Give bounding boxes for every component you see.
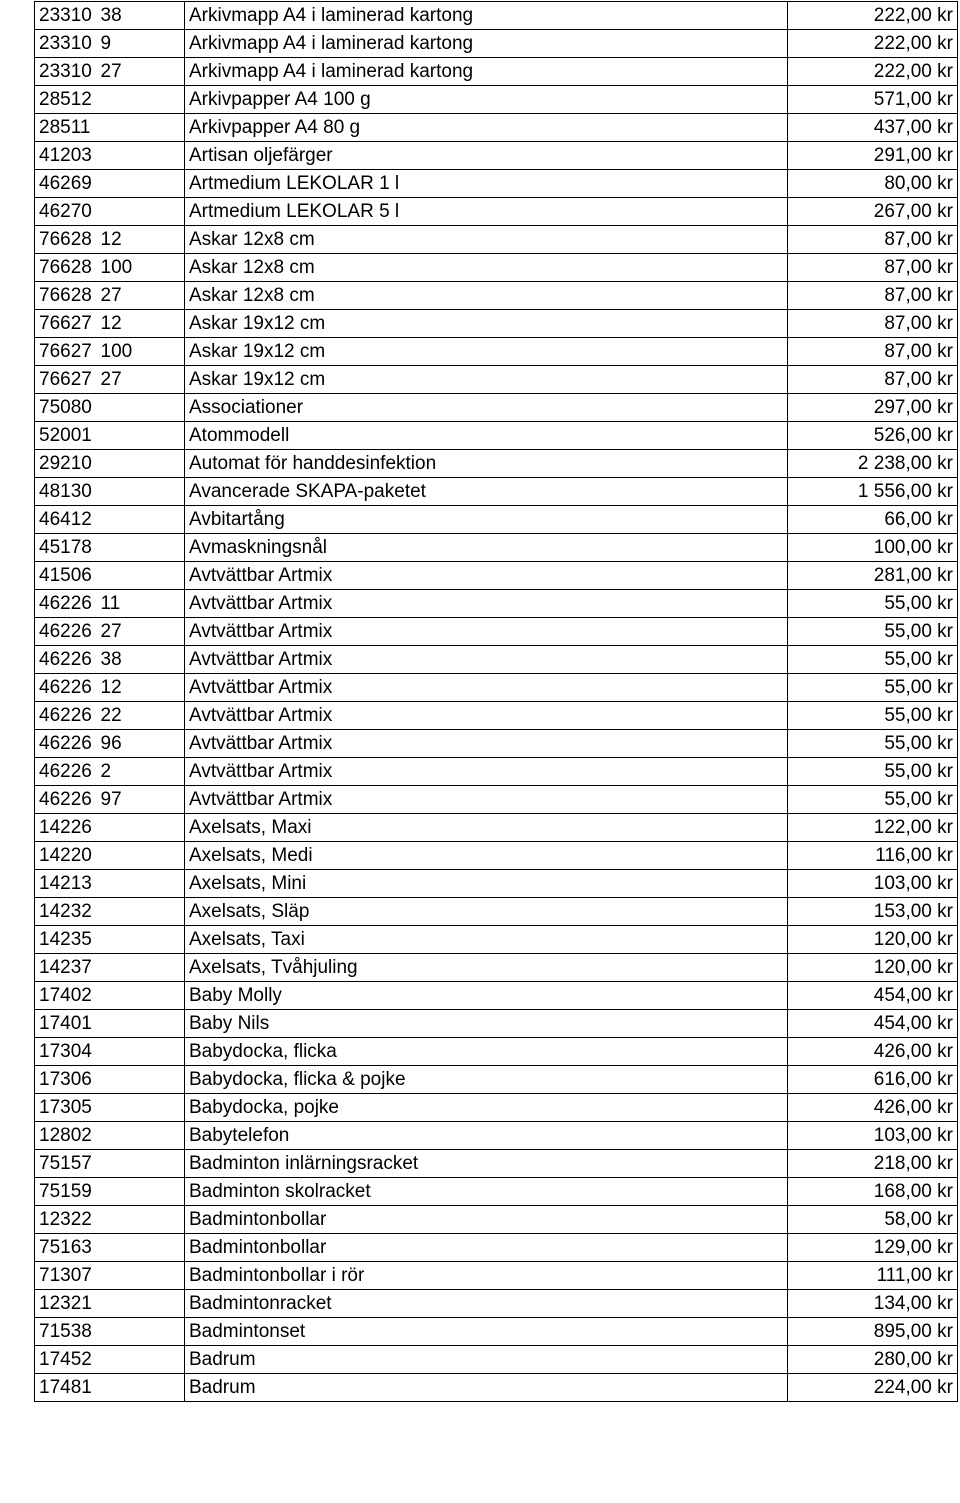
- variant-code-cell: [97, 1346, 185, 1374]
- article-number-cell: 23310: [35, 58, 97, 86]
- article-number-cell: 14213: [35, 870, 97, 898]
- price-cell: 103,00 kr: [788, 1122, 958, 1150]
- variant-code-cell: 27: [97, 618, 185, 646]
- variant-code-cell: [97, 982, 185, 1010]
- product-name-cell: Automat för handdesinfektion: [185, 450, 788, 478]
- product-name-cell: Axelsats, Medi: [185, 842, 788, 870]
- variant-code-cell: [97, 534, 185, 562]
- variant-code-cell: [97, 1206, 185, 1234]
- table-row: [35, 1262, 958, 1290]
- article-number-cell: 76627: [35, 366, 97, 394]
- table-row: [35, 1234, 958, 1262]
- product-name-cell: Avtvättbar Artmix: [185, 562, 788, 590]
- product-name-cell: Artmedium LEKOLAR 5 l: [185, 198, 788, 226]
- product-name-cell: Avtvättbar Artmix: [185, 590, 788, 618]
- table-row: [35, 1010, 958, 1038]
- price-cell: 87,00 kr: [788, 338, 958, 366]
- price-cell: 116,00 kr: [788, 842, 958, 870]
- table-row: [35, 954, 958, 982]
- article-number-cell: 17452: [35, 1346, 97, 1374]
- product-name-cell: Badminton skolracket: [185, 1178, 788, 1206]
- price-cell: 55,00 kr: [788, 786, 958, 814]
- table-row: [35, 310, 958, 338]
- product-name-cell: Badmintonbollar: [185, 1234, 788, 1262]
- price-cell: 526,00 kr: [788, 422, 958, 450]
- price-cell: 100,00 kr: [788, 534, 958, 562]
- variant-code-cell: [97, 394, 185, 422]
- variant-code-cell: [97, 198, 185, 226]
- price-cell: 267,00 kr: [788, 198, 958, 226]
- article-number-cell: 17306: [35, 1066, 97, 1094]
- variant-code-cell: 12: [97, 226, 185, 254]
- product-name-cell: Askar 19x12 cm: [185, 310, 788, 338]
- article-number-cell: 75157: [35, 1150, 97, 1178]
- price-cell: 454,00 kr: [788, 982, 958, 1010]
- product-name-cell: Baby Nils: [185, 1010, 788, 1038]
- price-cell: 80,00 kr: [788, 170, 958, 198]
- article-number-cell: 46226: [35, 702, 97, 730]
- table-row: [35, 254, 958, 282]
- article-number-cell: 14226: [35, 814, 97, 842]
- table-row: [35, 2, 958, 30]
- variant-code-cell: 12: [97, 310, 185, 338]
- article-number-cell: 46226: [35, 590, 97, 618]
- product-name-cell: Badmintonbollar: [185, 1206, 788, 1234]
- variant-code-cell: [97, 1150, 185, 1178]
- product-name-cell: Atommodell: [185, 422, 788, 450]
- price-cell: 87,00 kr: [788, 366, 958, 394]
- variant-code-cell: [97, 842, 185, 870]
- price-cell: 437,00 kr: [788, 114, 958, 142]
- product-name-cell: Axelsats, Maxi: [185, 814, 788, 842]
- variant-code-cell: [97, 422, 185, 450]
- product-name-cell: Babydocka, pojke: [185, 1094, 788, 1122]
- table-row: [35, 1346, 958, 1374]
- table-row: [35, 1122, 958, 1150]
- variant-code-cell: [97, 170, 185, 198]
- article-number-cell: 46226: [35, 730, 97, 758]
- variant-code-cell: 27: [97, 58, 185, 86]
- table-row: [35, 1094, 958, 1122]
- product-name-cell: Avtvättbar Artmix: [185, 786, 788, 814]
- product-name-cell: Badmintonracket: [185, 1290, 788, 1318]
- article-number-cell: 41203: [35, 142, 97, 170]
- variant-code-cell: 27: [97, 282, 185, 310]
- variant-code-cell: [97, 1122, 185, 1150]
- price-cell: 55,00 kr: [788, 702, 958, 730]
- price-cell: 55,00 kr: [788, 590, 958, 618]
- table-row: [35, 534, 958, 562]
- article-number-cell: 14237: [35, 954, 97, 982]
- product-name-cell: Arkivmapp A4 i laminerad kartong: [185, 58, 788, 86]
- table-row: [35, 674, 958, 702]
- table-row: [35, 114, 958, 142]
- price-cell: 222,00 kr: [788, 30, 958, 58]
- price-cell: 55,00 kr: [788, 758, 958, 786]
- price-cell: 426,00 kr: [788, 1038, 958, 1066]
- article-number-cell: 23310: [35, 30, 97, 58]
- table-row: [35, 1178, 958, 1206]
- product-name-cell: Arkivpapper A4 80 g: [185, 114, 788, 142]
- product-name-cell: Arkivpapper A4 100 g: [185, 86, 788, 114]
- table-row: [35, 394, 958, 422]
- price-cell: 280,00 kr: [788, 1346, 958, 1374]
- price-cell: 129,00 kr: [788, 1234, 958, 1262]
- product-name-cell: Babydocka, flicka & pojke: [185, 1066, 788, 1094]
- table-row: [35, 814, 958, 842]
- variant-code-cell: [97, 814, 185, 842]
- product-name-cell: Avmaskningsnål: [185, 534, 788, 562]
- product-name-cell: Arkivmapp A4 i laminerad kartong: [185, 2, 788, 30]
- product-name-cell: Avbitartång: [185, 506, 788, 534]
- product-name-cell: Avtvättbar Artmix: [185, 674, 788, 702]
- article-number-cell: 52001: [35, 422, 97, 450]
- price-cell: 616,00 kr: [788, 1066, 958, 1094]
- variant-code-cell: [97, 926, 185, 954]
- article-number-cell: 76628: [35, 282, 97, 310]
- price-cell: 55,00 kr: [788, 730, 958, 758]
- table-row: [35, 170, 958, 198]
- product-name-cell: Askar 12x8 cm: [185, 226, 788, 254]
- variant-code-cell: 38: [97, 646, 185, 674]
- product-name-cell: Axelsats, Mini: [185, 870, 788, 898]
- article-number-cell: 12322: [35, 1206, 97, 1234]
- variant-code-cell: [97, 86, 185, 114]
- product-name-cell: Avancerade SKAPA-paketet: [185, 478, 788, 506]
- article-number-cell: 12802: [35, 1122, 97, 1150]
- table-row: [35, 562, 958, 590]
- article-number-cell: 46226: [35, 646, 97, 674]
- table-row: [35, 506, 958, 534]
- variant-code-cell: [97, 1178, 185, 1206]
- table-row: [35, 618, 958, 646]
- article-number-cell: 14220: [35, 842, 97, 870]
- variant-code-cell: [97, 1234, 185, 1262]
- article-number-cell: 23310: [35, 2, 97, 30]
- article-number-cell: 29210: [35, 450, 97, 478]
- price-cell: 571,00 kr: [788, 86, 958, 114]
- variant-code-cell: [97, 898, 185, 926]
- price-cell: 66,00 kr: [788, 506, 958, 534]
- table-row: [35, 422, 958, 450]
- article-number-cell: 75159: [35, 1178, 97, 1206]
- table-row: [35, 1206, 958, 1234]
- product-name-cell: Avtvättbar Artmix: [185, 702, 788, 730]
- article-number-cell: 75080: [35, 394, 97, 422]
- article-number-cell: 17304: [35, 1038, 97, 1066]
- article-number-cell: 46226: [35, 618, 97, 646]
- variant-code-cell: [97, 1066, 185, 1094]
- table-row: [35, 898, 958, 926]
- product-name-cell: Askar 19x12 cm: [185, 366, 788, 394]
- article-number-cell: 71307: [35, 1262, 97, 1290]
- variant-code-cell: [97, 506, 185, 534]
- variant-code-cell: [97, 1318, 185, 1346]
- price-cell: 134,00 kr: [788, 1290, 958, 1318]
- price-cell: 103,00 kr: [788, 870, 958, 898]
- table-row: [35, 58, 958, 86]
- price-cell: 291,00 kr: [788, 142, 958, 170]
- variant-code-cell: [97, 562, 185, 590]
- table-row: [35, 1318, 958, 1346]
- variant-code-cell: 22: [97, 702, 185, 730]
- product-name-cell: Badmintonset: [185, 1318, 788, 1346]
- product-name-cell: Badminton inlärningsracket: [185, 1150, 788, 1178]
- product-name-cell: Arkivmapp A4 i laminerad kartong: [185, 30, 788, 58]
- table-row: [35, 226, 958, 254]
- product-name-cell: Babydocka, flicka: [185, 1038, 788, 1066]
- product-name-cell: Askar 19x12 cm: [185, 338, 788, 366]
- price-cell: 87,00 kr: [788, 282, 958, 310]
- variant-code-cell: [97, 1010, 185, 1038]
- price-cell: 454,00 kr: [788, 1010, 958, 1038]
- table-row: [35, 1066, 958, 1094]
- table-row: [35, 786, 958, 814]
- table-row: [35, 142, 958, 170]
- variant-code-cell: [97, 1094, 185, 1122]
- article-number-cell: 46226: [35, 758, 97, 786]
- article-number-cell: 48130: [35, 478, 97, 506]
- price-list-body: [35, 2, 958, 1402]
- variant-code-cell: 96: [97, 730, 185, 758]
- product-name-cell: Artmedium LEKOLAR 1 l: [185, 170, 788, 198]
- article-number-cell: 76628: [35, 226, 97, 254]
- price-cell: 895,00 kr: [788, 1318, 958, 1346]
- table-row: [35, 366, 958, 394]
- table-row: [35, 982, 958, 1010]
- product-name-cell: Avtvättbar Artmix: [185, 758, 788, 786]
- table-row: [35, 730, 958, 758]
- product-name-cell: Axelsats, Släp: [185, 898, 788, 926]
- table-row: [35, 1290, 958, 1318]
- variant-code-cell: [97, 478, 185, 506]
- price-cell: 222,00 kr: [788, 2, 958, 30]
- price-cell: 55,00 kr: [788, 646, 958, 674]
- variant-code-cell: 9: [97, 30, 185, 58]
- product-name-cell: Axelsats, Taxi: [185, 926, 788, 954]
- variant-code-cell: [97, 114, 185, 142]
- price-cell: 281,00 kr: [788, 562, 958, 590]
- article-number-cell: 45178: [35, 534, 97, 562]
- variant-code-cell: [97, 1374, 185, 1402]
- article-number-cell: 17402: [35, 982, 97, 1010]
- price-cell: 87,00 kr: [788, 310, 958, 338]
- article-number-cell: 17401: [35, 1010, 97, 1038]
- table-row: [35, 758, 958, 786]
- article-number-cell: 41506: [35, 562, 97, 590]
- product-name-cell: Axelsats, Tvåhjuling: [185, 954, 788, 982]
- table-row: [35, 1374, 958, 1402]
- product-name-cell: Badrum: [185, 1346, 788, 1374]
- product-name-cell: Avtvättbar Artmix: [185, 646, 788, 674]
- article-number-cell: 76628: [35, 254, 97, 282]
- article-number-cell: 12321: [35, 1290, 97, 1318]
- article-number-cell: 46412: [35, 506, 97, 534]
- price-cell: 111,00 kr: [788, 1262, 958, 1290]
- price-list-table: [34, 1, 958, 1402]
- product-name-cell: Associationer: [185, 394, 788, 422]
- product-name-cell: Avtvättbar Artmix: [185, 730, 788, 758]
- variant-code-cell: [97, 1290, 185, 1318]
- article-number-cell: 75163: [35, 1234, 97, 1262]
- price-cell: 426,00 kr: [788, 1094, 958, 1122]
- table-row: [35, 338, 958, 366]
- price-cell: 222,00 kr: [788, 58, 958, 86]
- variant-code-cell: [97, 870, 185, 898]
- article-number-cell: 76627: [35, 310, 97, 338]
- article-number-cell: 76627: [35, 338, 97, 366]
- product-name-cell: Avtvättbar Artmix: [185, 618, 788, 646]
- variant-code-cell: 38: [97, 2, 185, 30]
- variant-code-cell: 97: [97, 786, 185, 814]
- variant-code-cell: 11: [97, 590, 185, 618]
- table-row: [35, 870, 958, 898]
- table-row: [35, 450, 958, 478]
- article-number-cell: 28512: [35, 86, 97, 114]
- price-cell: 1 556,00 kr: [788, 478, 958, 506]
- product-name-cell: Badrum: [185, 1374, 788, 1402]
- table-row: [35, 702, 958, 730]
- table-row: [35, 842, 958, 870]
- product-name-cell: Askar 12x8 cm: [185, 254, 788, 282]
- price-cell: 120,00 kr: [788, 926, 958, 954]
- article-number-cell: 46269: [35, 170, 97, 198]
- price-cell: 122,00 kr: [788, 814, 958, 842]
- product-name-cell: Babytelefon: [185, 1122, 788, 1150]
- price-cell: 120,00 kr: [788, 954, 958, 982]
- product-name-cell: Askar 12x8 cm: [185, 282, 788, 310]
- product-name-cell: Artisan oljefärger: [185, 142, 788, 170]
- article-number-cell: 17481: [35, 1374, 97, 1402]
- variant-code-cell: 12: [97, 674, 185, 702]
- table-row: [35, 1038, 958, 1066]
- table-row: [35, 198, 958, 226]
- price-cell: 168,00 kr: [788, 1178, 958, 1206]
- variant-code-cell: [97, 142, 185, 170]
- table-row: [35, 30, 958, 58]
- price-cell: 224,00 kr: [788, 1374, 958, 1402]
- variant-code-cell: 100: [97, 254, 185, 282]
- price-cell: 87,00 kr: [788, 226, 958, 254]
- table-row: [35, 646, 958, 674]
- price-cell: 218,00 kr: [788, 1150, 958, 1178]
- price-cell: 297,00 kr: [788, 394, 958, 422]
- article-number-cell: 17305: [35, 1094, 97, 1122]
- table-row: [35, 478, 958, 506]
- variant-code-cell: [97, 1262, 185, 1290]
- table-row: [35, 590, 958, 618]
- variant-code-cell: 100: [97, 338, 185, 366]
- article-number-cell: 46226: [35, 674, 97, 702]
- table-row: [35, 1150, 958, 1178]
- price-cell: 55,00 kr: [788, 674, 958, 702]
- article-number-cell: 28511: [35, 114, 97, 142]
- price-cell: 58,00 kr: [788, 1206, 958, 1234]
- table-row: [35, 282, 958, 310]
- variant-code-cell: [97, 450, 185, 478]
- price-cell: 2 238,00 kr: [788, 450, 958, 478]
- price-cell: 87,00 kr: [788, 254, 958, 282]
- table-row: [35, 86, 958, 114]
- variant-code-cell: [97, 954, 185, 982]
- variant-code-cell: 2: [97, 758, 185, 786]
- article-number-cell: 46270: [35, 198, 97, 226]
- variant-code-cell: 27: [97, 366, 185, 394]
- product-name-cell: Badmintonbollar i rör: [185, 1262, 788, 1290]
- article-number-cell: 14232: [35, 898, 97, 926]
- price-cell: 153,00 kr: [788, 898, 958, 926]
- article-number-cell: 46226: [35, 786, 97, 814]
- article-number-cell: 71538: [35, 1318, 97, 1346]
- price-cell: 55,00 kr: [788, 618, 958, 646]
- article-number-cell: 14235: [35, 926, 97, 954]
- variant-code-cell: [97, 1038, 185, 1066]
- product-name-cell: Baby Molly: [185, 982, 788, 1010]
- table-row: [35, 926, 958, 954]
